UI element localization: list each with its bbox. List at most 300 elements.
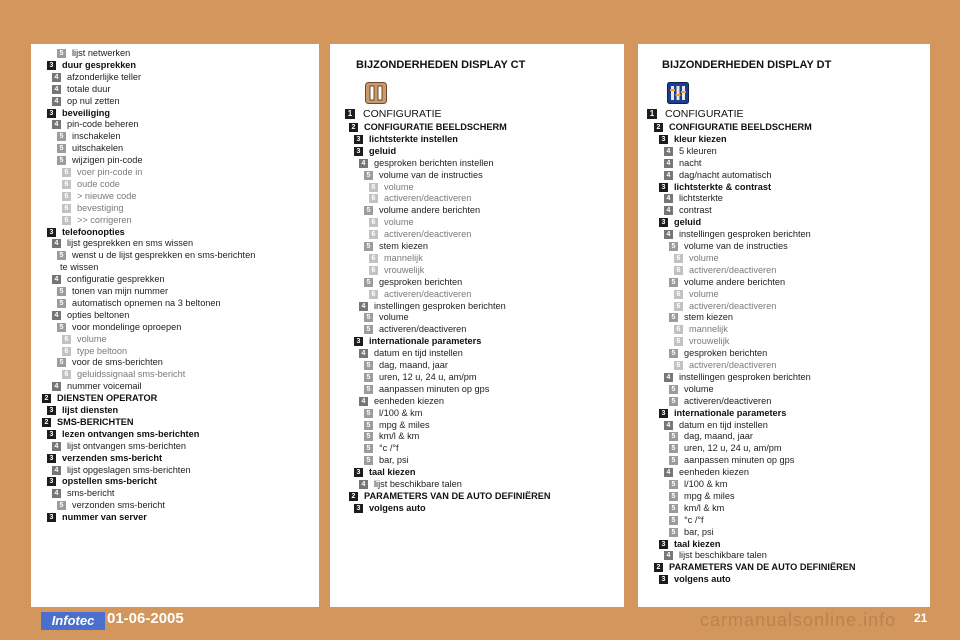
level-badge: 5 [57,299,66,308]
level-badge: 4 [359,480,368,489]
level-badge: 4 [359,159,368,168]
menu-item-label: bar, psi [379,455,409,466]
menu-item [659,574,731,585]
menu-item [42,393,157,404]
level-badge: 2 [654,563,663,572]
menu-item-label: uitschakelen [72,143,124,154]
menu-item-label: volume [77,333,107,344]
level-badge: 5 [669,432,678,441]
menu-item [669,384,714,395]
level-badge: 6 [674,361,683,370]
menu-item [359,158,494,169]
level-badge: 2 [349,123,358,132]
level-badge: 4 [52,466,61,475]
level-badge: 5 [364,409,373,418]
menu-item-label: dag, maand, jaar [684,431,753,442]
menu-item [47,512,147,523]
level-badge: 4 [52,85,61,94]
menu-item-label: °c /°f [684,514,704,525]
menu-item [62,346,127,357]
menu-item [674,253,719,264]
menu-item-label: volume [384,181,414,192]
level-badge: 3 [47,228,56,237]
menu-item-label: gesproken berichten [684,348,768,359]
menu-item-label: aanpassen minuten op gps [379,383,490,394]
menu-item-label: opties beltonen [67,309,130,320]
menu-item-label: automatisch opnemen na 3 beltonen [72,297,221,308]
level-badge: 6 [674,266,683,275]
menu-item [654,122,812,133]
level-badge: 3 [47,61,56,70]
menu-item [364,324,466,335]
menu-item [664,420,768,431]
menu-item [664,146,717,157]
menu-item-label: tonen van mijn nummer [72,286,169,296]
menu-item [364,408,422,419]
menu-item-label: uren, 12 u, 24 u, am/pm [379,371,477,382]
level-badge: 3 [659,409,668,418]
config-label: CONFIGURATIE [665,108,744,120]
level-badge: 2 [42,418,51,427]
level-badge: 3 [354,147,363,156]
menu-item-label: totale duur [67,83,111,94]
menu-item-label: internationale parameters [369,336,482,347]
level-badge: 4 [664,421,673,430]
level-badge: 3 [659,135,668,144]
level-badge: 4 [52,442,61,451]
level-badge: 5 [57,323,66,332]
menu-item-label: aanpassen minuten op gps [684,455,795,466]
menu-item-label: te wissen [60,262,99,273]
menu-item-label: pin-code beheren [67,119,139,130]
menu-item-label: wijzigen pin-code [72,155,143,166]
menu-item [47,405,118,416]
level-badge: 4 [359,302,368,311]
menu-item [359,348,463,359]
menu-item [669,241,788,252]
menu-item-label: nummer voicemail [67,381,142,392]
menu-item [57,298,221,309]
menu-item-label: afzonderlijke teller [67,71,142,82]
level-badge: 1 [647,109,657,119]
level-badge: 3 [659,540,668,549]
menu-item [364,420,430,431]
menu-item-label: activeren/deactiveren [384,193,472,204]
menu-item-label: inschakelen [72,131,121,142]
level-badge: 5 [364,373,373,382]
level-badge: 4 [664,468,673,477]
menu-item-label: PARAMETERS VAN DE AUTO DEFINIËREN [364,490,551,501]
menu-item-label: lijst diensten [62,405,119,415]
menu-item [669,431,753,442]
level-badge: 3 [354,337,363,346]
menu-item [47,227,125,238]
level-badge: 5 [669,528,678,537]
level-badge: 5 [364,432,373,441]
menu-item-label: lijst gesprekken en sms wissen [67,238,194,249]
level-badge: 2 [42,394,51,403]
menu-item [60,262,98,273]
menu-item-label: lijst ontvangen sms-berichten [67,440,186,451]
menu-item [354,134,458,145]
menu-item-label: oude code [77,178,120,189]
level-badge: 5 [669,278,678,287]
menu-item [664,170,771,181]
menu-item-label: wenst u de lijst gesprekken en sms-berichten [72,250,256,261]
level-badge: 5 [669,516,678,525]
level-badge: 1 [345,109,355,119]
watermark: carmanualsonline.info [700,610,897,630]
menu-item [674,324,728,335]
menu-item-label: internationale parameters [674,407,787,418]
menu-item-label: activeren/deactiveren [689,300,777,311]
menu-item-label: configuratie gesprekken [67,274,165,285]
menu-item-label: volume [689,288,719,299]
menu-item [354,467,415,478]
level-badge: 3 [354,135,363,144]
level-badge: 6 [674,254,683,263]
menu-item [57,286,168,297]
menu-item-label: volume [384,217,414,228]
menu-item-label: eenheden kiezen [679,467,749,478]
level-badge: 6 [62,204,71,213]
level-badge: 4 [359,349,368,358]
menu-item-label: l/100 & km [379,407,423,418]
menu-item [669,515,704,526]
menu-item-label: lijst opgeslagen sms-berichten [67,464,191,475]
menu-item [369,217,414,228]
menu-item-label: activeren/deactiveren [689,264,777,275]
menu-item [52,238,193,249]
menu-item-label: km/l & km [684,502,725,513]
level-badge: 6 [369,290,378,299]
footer-date: 01-06-2005 [107,610,184,627]
level-badge: 5 [364,278,373,287]
level-badge: 5 [669,480,678,489]
menu-item [364,384,489,395]
level-badge: 5 [669,397,678,406]
level-badge: 4 [52,120,61,129]
menu-item [47,476,157,487]
menu-item [669,396,771,407]
menu-item [669,443,782,454]
menu-item [52,119,139,130]
level-badge: 6 [62,192,71,201]
menu-panel-display-ct [330,44,624,607]
menu-item [364,431,419,442]
menu-item [664,193,723,204]
menu-item-label: volgens auto [674,574,731,585]
level-badge: 6 [62,335,71,344]
menu-item [359,396,444,407]
menu-item-label: instellingen gesproken berichten [679,229,811,240]
menu-item [364,372,477,383]
level-badge: 6 [62,347,71,356]
level-badge: 3 [47,477,56,486]
menu-item [674,336,729,347]
menu-item [369,182,414,193]
level-badge: 4 [52,275,61,284]
menu-item-label: activeren/deactiveren [684,395,772,406]
level-badge: 5 [364,242,373,251]
menu-item [47,453,162,464]
level-badge: 6 [62,216,71,225]
settings-icon [365,82,387,104]
menu-item-label: lichtsterkte & contrast [674,181,772,192]
menu-item-label: > nieuwe code [77,190,137,201]
menu-item-label: dag, maand, jaar [379,360,448,370]
level-badge: 5 [364,325,373,334]
menu-item-label: geluidssignaal sms-bericht [77,369,186,380]
level-badge: 3 [47,109,56,118]
menu-item [62,334,107,345]
menu-item [47,429,199,440]
level-badge: 4 [664,147,673,156]
menu-item-label: gesproken berichten instellen [374,157,494,168]
menu-item [664,229,811,240]
menu-item-label: sms-bericht [67,488,115,499]
menu-item-label: kleur kiezen [674,133,727,144]
level-badge: 4 [664,373,673,382]
menu-item [52,465,191,476]
level-badge: 2 [349,492,358,501]
level-badge: 5 [669,444,678,453]
menu-item-label: °c /°f [379,443,399,454]
level-badge: 4 [52,239,61,248]
level-badge: 6 [369,183,378,192]
menu-item [62,369,185,380]
menu-item [364,205,480,216]
menu-item-label: 5 kleuren [679,145,717,156]
menu-item [359,479,462,490]
menu-item-label: instellingen gesproken berichten [374,300,506,311]
menu-item [669,491,735,502]
menu-item-label: PARAMETERS VAN DE AUTO DEFINIËREN [669,562,856,573]
menu-item [354,146,396,157]
menu-item [364,443,399,454]
menu-item-label: stem kiezen [379,241,429,251]
level-badge: 5 [364,385,373,394]
level-badge: 5 [57,132,66,141]
menu-item-label: beveiliging [62,107,110,118]
menu-item [669,455,794,466]
menu-item-label: dag/nacht automatisch [679,169,772,180]
infotec-logo: Infotec [41,612,105,630]
menu-item-label: lezen ontvangen sms-berichten [62,428,200,439]
level-badge: 5 [669,504,678,513]
menu-item [364,277,462,288]
menu-item [659,539,720,550]
menu-item [62,179,120,190]
menu-item-label: voor de sms-berichten [72,357,163,368]
level-badge: 4 [52,311,61,320]
menu-item [369,229,471,240]
menu-item-label: vrouwelijk [384,264,425,275]
level-badge: 5 [364,313,373,322]
menu-item-label: geluid [369,145,397,156]
level-badge: 5 [364,206,373,215]
menu-item [57,143,123,154]
level-badge: 6 [369,266,378,275]
level-badge: 5 [57,358,66,367]
menu-item [52,72,141,83]
menu-panel-display-dt [638,44,930,607]
level-badge: 5 [57,251,66,260]
level-badge: 3 [659,218,668,227]
menu-item [659,182,771,193]
menu-item [364,455,409,466]
menu-item [47,60,136,71]
menu-item-label: volume van de instructies [684,241,788,251]
level-badge: 5 [57,156,66,165]
menu-item-label: lijst beschikbare talen [679,550,767,561]
level-badge: 5 [669,456,678,465]
menu-item [57,322,181,333]
menu-item-label: stem kiezen [684,312,734,323]
menu-item-label: uren, 12 u, 24 u, am/pm [684,443,782,454]
menu-item [354,503,426,514]
level-badge: 4 [664,171,673,180]
level-badge: 4 [664,230,673,239]
menu-item [62,203,123,214]
level-badge: 5 [57,144,66,153]
level-badge: 4 [664,551,673,560]
menu-item [659,134,727,145]
menu-item-label: lijst beschikbare talen [374,479,462,489]
menu-item [47,108,110,119]
level-badge: 6 [369,254,378,263]
level-badge: 3 [47,406,56,415]
menu-item-label: bevestiging [77,202,124,213]
menu-item [669,503,724,514]
menu-item-label: activeren/deactiveren [384,229,472,240]
level-badge: 3 [47,430,56,439]
menu-item [669,527,714,538]
menu-item [669,348,767,359]
level-badge: 5 [57,287,66,296]
menu-item [52,488,114,499]
menu-item [52,274,165,285]
menu-item-label: volume andere berichten [684,276,786,287]
level-badge: 3 [47,513,56,522]
menu-item [659,408,786,419]
menu-item-label: volume van de instructies [379,169,483,180]
level-badge: 4 [52,382,61,391]
menu-item-label: lichtsterkte instellen [369,133,458,144]
menu-item-label: activeren/deactiveren [384,288,472,299]
menu-item-label: mpg & miles [684,490,735,501]
menu-item [354,336,481,347]
menu-item-label: gesproken berichten [379,276,463,287]
menu-item-label: DIENSTEN OPERATOR [57,393,158,404]
menu-item-label: taal kiezen [674,538,721,549]
menu-item-label: instellingen gesproken berichten [679,371,811,382]
menu-item [62,215,132,226]
menu-item [349,122,507,133]
level-badge: 3 [659,575,668,584]
menu-item [57,155,142,166]
menu-item-label: >> corrigeren [77,214,132,225]
config-heading-ct [345,108,442,121]
menu-item [364,170,483,181]
menu-item [669,312,733,323]
menu-item [52,96,120,107]
menu-item-label: CONFIGURATIE BEELDSCHERM [669,122,812,132]
menu-item-label: geluid [674,217,702,228]
level-badge: 6 [62,180,71,189]
menu-item-label: SMS-BERICHTEN [57,416,134,427]
menu-item-label: lichtsterkte [679,193,723,204]
level-badge: 6 [674,337,683,346]
level-badge: 5 [669,349,678,358]
menu-item-label: contrast [679,205,712,216]
menu-item [664,205,712,216]
level-badge: 4 [52,73,61,82]
menu-item [664,467,749,478]
level-badge: 6 [674,302,683,311]
menu-item [674,265,776,276]
menu-item-label: CONFIGURATIE BEELDSCHERM [364,122,507,132]
menu-item [62,191,137,202]
level-badge: 3 [659,183,668,192]
menu-item-label: datum en tijd instellen [374,348,463,359]
level-badge: 6 [369,218,378,227]
menu-item-label: volume [684,383,714,394]
menu-item-label: vrouwelijk [689,336,730,347]
level-badge: 6 [62,168,71,177]
menu-item [52,310,129,321]
menu-item [52,84,110,95]
menu-item-label: telefoonopties [62,226,125,237]
page-number: 21 [914,611,928,625]
level-badge: 5 [669,242,678,251]
level-badge: 6 [674,290,683,299]
section-title-dt: BIJZONDERHEDEN DISPLAY DT [662,59,832,71]
menu-item [62,167,142,178]
level-badge: 3 [354,504,363,513]
menu-item [669,277,785,288]
menu-item-label: mannelijk [384,252,423,263]
menu-item [57,357,163,368]
menu-item [674,301,776,312]
menu-item-label: nacht [679,157,702,168]
menu-item-label: mannelijk [689,324,728,335]
level-badge: 6 [62,370,71,379]
menu-item [359,301,506,312]
menu-item [349,491,550,502]
menu-item [57,500,165,511]
menu-item [669,479,727,490]
level-badge: 5 [364,361,373,370]
menu-item-label: volgens auto [369,502,426,513]
menu-item-label: op nul zetten [67,95,120,106]
level-badge: 5 [364,171,373,180]
menu-item-label: activeren/deactiveren [689,360,777,370]
menu-item-label: lijst netwerken [72,48,131,58]
menu-item-label: activeren/deactiveren [379,324,467,335]
menu-item-label: voer pin-code in [77,167,143,177]
menu-item-label: duur gesprekken [62,59,137,70]
menu-item-label: verzonden sms-bericht [72,500,165,511]
menu-item-label: nummer van server [62,512,147,523]
menu-item [364,312,409,323]
menu-item [369,289,471,300]
menu-item [659,217,701,228]
level-badge: 2 [654,123,663,132]
menu-item [52,381,142,392]
config-heading-dt [647,108,744,121]
menu-item-label: km/l & km [379,431,420,442]
